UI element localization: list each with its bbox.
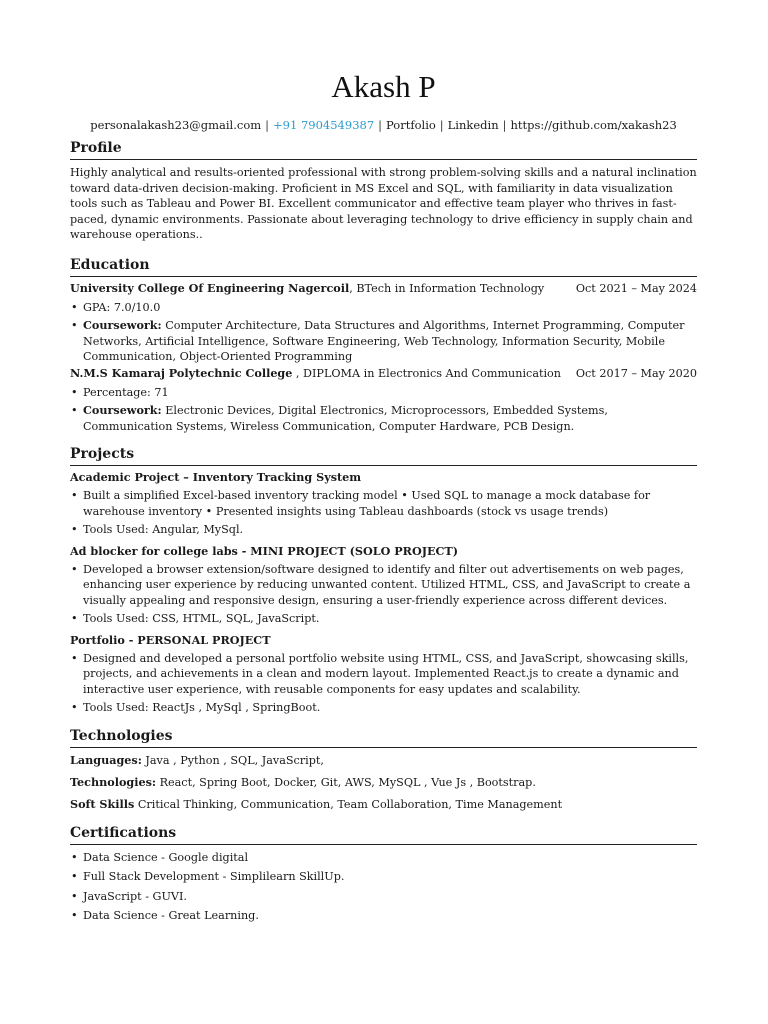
phone-link[interactable]: +91 7904549387 [273, 118, 375, 132]
coursework-label: Coursework: [83, 403, 162, 417]
coursework-label: Coursework: [83, 318, 162, 332]
education-entry [70, 281, 697, 365]
list-item: • Tools Used: CSS, HTML, SQL, JavaScript. [70, 611, 697, 627]
languages-label: Languages: [70, 752, 142, 767]
list-item: • Tools Used: Angular, MySql. [70, 522, 697, 538]
degree: , BTech in Information Technology [349, 281, 545, 295]
coursework-text: Computer Architecture, Data Structures and Algorithms, Internet Programming, Computer Networks, Artificial Intelligence, Software Engineering, Web Technology, Information Security, Mobile Communication, Object-Oriented Programming [83, 319, 685, 363]
education-entry-header [70, 366, 697, 381]
education-dates: Oct 2021 – May 2024 [575, 281, 697, 295]
project-title: Portfolio - PERSONAL PROJECT [70, 632, 271, 647]
score: Percentage: 71 [83, 385, 169, 399]
list-item: • Built a simplified Excel-based inventory tracking model • Used SQL to manage a mock database for warehouse inventory • Presented insights using Tableau dashboards (stock vs usage trends) [70, 488, 697, 519]
languages-text: Java , Python , SQL, JavaScript, [141, 753, 324, 767]
list-item [70, 300, 697, 316]
education-dates: Oct 2017 – May 2020 [575, 366, 697, 380]
profile-section [70, 139, 697, 243]
section-title-education: Education [70, 256, 697, 277]
education-entry [70, 366, 697, 435]
languages-line [70, 753, 697, 768]
projects-section [70, 445, 697, 716]
coursework-text: Electronic Devices, Digital Electronics, Microprocessors, Embedded Systems, Communication Systems, Wireless Communication, Computer Hardware, PCB Design. [83, 404, 608, 433]
list-item: • JavaScript - GUVI. [70, 889, 697, 905]
soft-skills-text: Critical Thinking, Communication, Team Collaboration, Time Management [134, 797, 563, 811]
list-item: • Data Science - Great Learning. [70, 908, 697, 924]
certifications-list [70, 850, 697, 924]
list-item: • Developed a browser extension/software designed to identify and filter out advertisements on web pages, enhancing user experience by reducing unwanted content. Utilized HTML, CSS, and JavaScript to create a visually appealing and responsive design, ensuring a user-friendly experience across different devices. [70, 562, 697, 609]
school-name: N.M.S Kamaraj Polytechnic College [70, 365, 293, 380]
separator: | [378, 118, 383, 132]
list-item: • Tools Used: ReactJs , MySql , SpringBoot. [70, 700, 697, 716]
section-title-technologies: Technologies [70, 727, 697, 748]
profile-text: Highly analytical and results-oriented professional with strong problem-solving skills and a natural inclination toward data-driven decision-making. Proficient in MS Excel and SQL, with familiarity in data visualization tools such as Tableau and Power BI. Excellent communicator and effective team player who thrives in fast-paced, dynamic environments. Passionate about leveraging technology to drive efficiency in supply chain and warehouse operations.. [70, 166, 697, 241]
separator: | [265, 118, 270, 132]
linkedin-link[interactable]: Linkedin [447, 118, 499, 132]
section-title-profile: Profile [70, 139, 697, 160]
project-title: Academic Project – Inventory Tracking System [70, 470, 362, 484]
degree: , DIPLOMA in Electronics And Communication [292, 366, 562, 380]
contact-line [70, 117, 697, 133]
email-link[interactable]: personalakash23@gmail.com [90, 118, 262, 132]
soft-skills-line [70, 797, 697, 812]
candidate-name: Akash P [331, 69, 436, 104]
certifications-section [70, 824, 697, 924]
list-item [70, 318, 697, 365]
section-title-certifications: Certifications [70, 824, 697, 845]
education-entry-header [70, 281, 697, 296]
score: GPA: 7.0/10.0 [83, 300, 161, 314]
list-item: • Designed and developed a personal portfolio website using HTML, CSS, and JavaScript, showcasing skills, projects, and achievements in a clean and modern layout. Implemented React.js to create a dynamic and interactive user experience, with reusable components for easy updates and scalability. [70, 651, 697, 698]
list-item: • Data Science - Google digital [70, 850, 697, 866]
technologies-section [70, 727, 697, 812]
project-entry [70, 470, 697, 538]
soft-skills-label: Soft Skills [70, 796, 135, 811]
portfolio-link[interactable]: Portfolio [386, 118, 436, 132]
github-link[interactable]: https://github.com/xakash23 [510, 118, 677, 132]
technologies-text: React, Spring Boot, Docker, Git, AWS, MySQL , Vue Js , Bootstrap. [156, 775, 536, 789]
school-name: University College Of Engineering Nagercoil [70, 280, 350, 295]
project-title: Ad blocker for college labs - MINI PROJECT (SOLO PROJECT) [70, 543, 459, 558]
education-details [70, 385, 697, 435]
project-entry [70, 544, 697, 627]
technologies-line [70, 775, 697, 790]
education-section [70, 256, 697, 435]
education-details [70, 300, 697, 365]
list-item: • Full Stack Development - Simplilearn SkillUp. [70, 869, 697, 885]
separator: | [502, 118, 507, 132]
list-item [70, 403, 697, 434]
list-item [70, 385, 697, 401]
separator: | [439, 118, 444, 132]
project-entry [70, 633, 697, 716]
section-title-projects: Projects [70, 445, 697, 466]
technologies-label: Technologies: [70, 774, 157, 789]
